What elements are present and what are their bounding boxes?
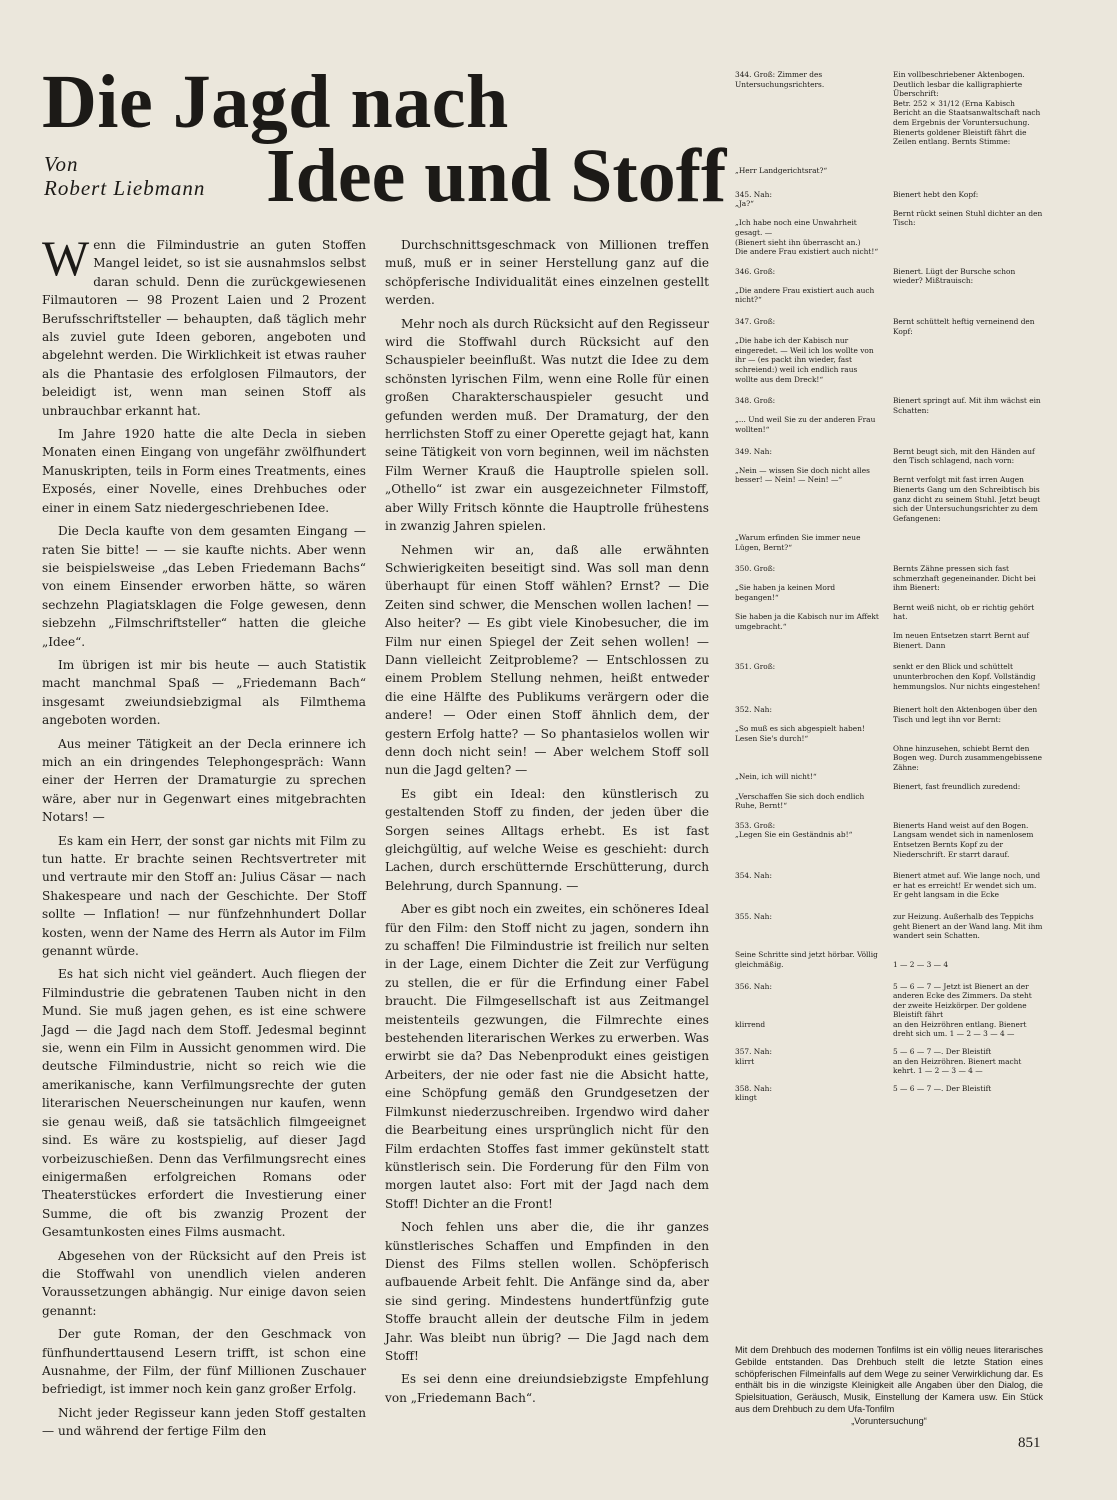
- paragraph-text: enn die Filmindustrie an guten Stoffen Mangel leidet, so ist sie ausnahmslos selbst daran schuld. Denn die zurückgewiesenen Filmautoren — 98 Prozent Laien und 2 Prozent Berufsschriftsteller — behaupten, daß täglich mehr als zuviel gute Ideen geboren, angeboten und abgelehnt werden. Die Wirklichkeit ist etwas rauher als die Phantasie des erfolglosen Filmautors, der beleidigt ist, wenn man seinen Stoff als unbrauchbar erkannt hat.: [42, 238, 366, 418]
- shot-action-text: Bernt schüttelt heftig verneinend den Kopf:: [893, 317, 1037, 336]
- shot-direction: [735, 70, 879, 176]
- shot-direction: [735, 190, 879, 257]
- screenplay-shot: [735, 70, 1043, 176]
- screenplay-shot: [735, 662, 1043, 691]
- article-column-2: [385, 236, 709, 1451]
- paragraph: Aus meiner Tätigkeit an der Decla erinnere ich mich an ein dringendes Telephongespräch: Wann einer der Herren der Dramaturgie zu sprechen wäre, aber nur in Gegenwart eines mitgebrachten Notars! —: [42, 736, 366, 825]
- shot-action: [893, 564, 1043, 650]
- shot-action-text: senkt er den Blick und schüttelt ununterbrochen den Kopf. Vollständig hemmungslos. Nur nichts eingestehen!: [893, 662, 1041, 691]
- screenplay-shot: [735, 190, 1043, 257]
- paragraph: Aber es gibt noch ein zweites, ein schöneres Ideal für den Film: den Stoff nicht zu jagen, sondern ihn zu schaffen! Die Filmindustrie ist freilich nur selten in der Lage, einem Dichter die Zeit zur Verfügung zu stellen, die er für die Erfindung einer Fabel braucht. Die Filmgesellschaft ist aus Zeitmangel meistenteils gezwungen, die Filmrechte eines bestehenden literarischen Werkes zu erwerben. Was erwirbt sie da? Das Nebenprodukt eines geistigen Arbeiters, der nie oder fast nie die Absicht hatte, eine Schöpfung gemäß den Grundgesetzen der Filmkunst niederzuschreiben. Irgendwo wird daher die Bearbeitung eines ursprünglich nicht für den Film erdachten Stoffes fast immer gekünstelt statt künstlerisch sein. Die Forderung für den Film von morgen lautet also: Fort mit der Jagd nach dem Stoff! Dichter an die Front!: [385, 902, 709, 1211]
- shot-direction-text: 348. Groß: „... Und weil Sie zu der anderen Frau wollten!“: [735, 396, 876, 434]
- caption-text: Mit dem Drehbuch des modernen Tonfilms ist ein völlig neues literarisches Gebilde entstanden. Das Drehbuch stellt die letzte Station eines schöpferischen Filmeinfalls auf dem Wege zu seiner Verwirklichung dar. Es enthält bis in die winzigste Kleinigkeit alle Angaben über den Dialog, die Spielsituation, Geräusch, Musik, Einstellung der Kamera usw. Ein Stück aus dem Drehbuch zu dem Ufa-Tonfilm: [735, 1345, 1043, 1414]
- shot-action: [893, 912, 1043, 970]
- shot-action: [893, 1084, 1043, 1103]
- screenplay-shot: [735, 1047, 1043, 1076]
- shot-action-text: Bernts Zähne pressen sich fast schmerzhaft gegeneinander. Dicht bei ihm Bienert: Bernt weiß nicht, ob er richtig gehört hat. Im neuen Entsetzen starrt Bernt auf Bienert. Dann: [893, 564, 1036, 650]
- byline-author: Robert Liebmann: [44, 176, 206, 200]
- shot-action-text: Bernt beugt sich, mit den Händen auf den Tisch schlagend, nach vorn: Bernt verfolgt mit fast irren Augen Bienerts Gang um den Schreibtisch bis ganz dicht zu seinem Stuhl. Jetzt beugt sich der Untersuchungsrichter zu dem Gefangenen:: [893, 446, 1041, 523]
- shot-action: [893, 662, 1043, 691]
- shot-action-text: 5 — 6 — 7 — Jetzt ist Bienert an der anderen Ecke des Zimmers. Da steht der zweite Heizkörper. Der goldene Bleistift fährt an den Heizröhren entlang. Bienert dreht sich um. 1 — 2 — 3 — 4 —: [893, 981, 1032, 1039]
- shot-action: [893, 1047, 1043, 1076]
- shot-direction-text: 344. Groß: Zimmer des Untersuchungsrichters. „Herr Landgerichtsrat?“: [735, 70, 828, 175]
- paragraph: Nehmen wir an, daß alle erwähnten Schwierigkeiten beseitigt sind. Was soll man denn überhaupt für einen Stoff wählen? Ernst? — Die Zeiten sind schwer, die Menschen wollen lachen! — Also heiter? — Es gibt viele Kinobesucher, die im Film nur einen Spiegel der Zeit sehen wollen! — Dann vielleicht Zeitprobleme? — Entschlossen zu einem Problem Stellung nehmen, heißt entweder die eine Hälfte des Publikums verärgern oder die andere! — Oder einen Stoff ähnlich dem, der gestern Erfolg hatte? — So phantasielos wollen wir denn doch nicht sein! — Aber welchem Stoff soll nun die Jagd gelten? —: [385, 542, 709, 778]
- paragraph: Durchschnittsgeschmack von Millionen treffen muß, muß er in seiner Herstellung ganz auf die schöpferische Individualität eines einzelnen gestellt werden.: [385, 238, 709, 308]
- shot-action-text: 5 — 6 — 7 —. Der Bleistift: [893, 1083, 992, 1093]
- screenplay-shot: [735, 871, 1043, 900]
- shot-direction-text: 345. Nah: „Ja?“ „Ich habe noch eine Unwahrheit gesagt. — (Bienert sieht ihn überrascht an.) Die andere Frau existiert auch nicht!“: [735, 189, 879, 257]
- byline-von: Von: [44, 152, 79, 176]
- screenplay-shot: [735, 912, 1043, 970]
- screenplay-shot: [735, 267, 1043, 305]
- shot-action: [893, 267, 1043, 305]
- paragraph: Es gibt ein Ideal: den künstlerisch zu gestaltenden Stoff zu finden, der jeden über die Sorgen seines Alltags erhebt. Es ist fast gleichgültig, auf welche Weise es geschieht: durch Lachen, durch erschütternde Erschütterung, durch Belehrung, durch Spannung. —: [385, 786, 709, 893]
- shot-direction-text: 354. Nah:: [735, 871, 772, 881]
- shot-direction: [735, 662, 879, 691]
- shot-direction: [735, 705, 879, 811]
- shot-direction: [735, 564, 879, 650]
- shot-direction: [735, 982, 879, 1040]
- shot-action-text: Bienert hebt den Kopf: Bernt rückt seinen Stuhl dichter an den Tisch:: [893, 189, 1043, 228]
- paragraph: Abgesehen von der Rücksicht auf den Preis ist die Stoffwahl von unendlich vielen anderen Voraussetzungen abhängig. Nur einige davon seien genannt:: [42, 1248, 366, 1318]
- shot-action: [893, 982, 1043, 1040]
- shot-action: [893, 871, 1043, 900]
- shot-direction-text: 353. Groß: „Legen Sie ein Geständnis ab!“: [735, 820, 853, 840]
- shot-action-text: Ein vollbeschriebener Aktenbogen. Deutlich lesbar die kalligraphierte Überschrift: Betr. 252 × 31/12 (Erna Kabisch Bericht an die Staatsanwaltschaft nach dem Ergebnis der Voruntersuchung. Bienerts goldener Bleistift fährt die Zeilen entlang. Bernts Stimme:: [893, 70, 1041, 147]
- screenplay-shot: [735, 1084, 1043, 1103]
- article-title-line2: Idee und Stoff: [266, 134, 727, 218]
- shot-direction-text: 358. Nah: klingt: [735, 1083, 772, 1103]
- shot-direction-text: 346. Groß: „Die andere Frau existiert auch auch nicht?“: [735, 266, 875, 305]
- shot-direction-text: 350. Groß: „Sie haben ja keinen Mord begangen!“ Sie haben ja die Kabisch nur im Affekt umgebracht.“: [735, 564, 879, 631]
- paragraph: Mehr noch als durch Rücksicht auf den Regisseur wird die Stoffwahl durch Rücksicht auf den Schauspieler beeinflußt. Was nutzt die Idee zu dem schönsten lyrischen Film, wenn eine Rolle für einen großen Charakterschauspieler gesucht und gefunden werden muß. Der Dramaturg, der den herrlichsten Stoff zu einer Operette gejagt hat, kann seine Tätigkeit von vorn beginnen, weil im nächsten Film Werner Krauß die Hauptrolle spielen soll. „Othello“ ist zwar ein ausgezeichneter Filmstoff, aber Willy Fritsch könnte die Hauptrolle frühestens in zwanzig Jahren spielen.: [385, 316, 709, 534]
- shot-direction: [735, 317, 879, 384]
- paragraph: Nicht jeder Regisseur kann jeden Stoff gestalten — und während der fertige Film den: [42, 1405, 366, 1439]
- paragraph: Im Jahre 1920 hatte die alte Decla in sieben Monaten einen Eingang von ungefähr zwölfhundert Manuskripten, teils in Form eines Treatments, eines Exposés, einer Novelle, eines Drehbuches oder einer in einem Satz niedergeschriebenen Idee.: [42, 427, 366, 515]
- shot-direction: [735, 1084, 879, 1103]
- article-column-1: [42, 230, 366, 1451]
- shot-direction-text: 347. Groß: „Die habe ich der Kabisch nur eingeredet. — Weil ich los wollte von ihr — (es packt ihn wieder, fast schreiend:) weil ich endlich raus wollte aus dem Dreck!“: [735, 317, 874, 384]
- shot-direction-text: 356. Nah: klirrend: [735, 981, 772, 1029]
- shot-action: [893, 705, 1043, 811]
- shot-action: [893, 190, 1043, 257]
- screenplay-shot: [735, 317, 1043, 384]
- page-number: 851: [1018, 1435, 1041, 1451]
- paragraph: [42, 230, 366, 420]
- shot-action: [893, 396, 1043, 434]
- shot-action-text: Bienerts Hand weist auf den Bogen. Langsam wendet sich in namenlosem Entsetzen Bernts Kopf zu der Niederschrift. Er starrt darauf.: [893, 820, 1036, 859]
- shot-direction-text: 349. Nah: „Nein — wissen Sie doch nicht alles besser! — Nein! — Nein! —“ „Warum erfinden Sie immer neue Lügen, Bernt?“: [735, 446, 870, 552]
- paragraph: Die Decla kaufte von dem gesamten Eingang — raten Sie bitte! — — sie kaufte nichts. Aber wenn sie beispielsweise „das Leben Friedemann Bachs“ von einem Einsender erworben hätte, so wären sechzehn Plagiatsklagen die Folge gewesen, denn siebzehn „Filmschriftsteller“ hatten die gleiche „Idee“.: [42, 524, 366, 649]
- shot-direction-text: 352. Nah: „So muß es sich abgespielt haben! Lesen Sie's durch!“ „Nein, ich will nicht!“ „Verschaffen Sie sich doch endlich Ruhe, Bernt!“: [735, 705, 865, 811]
- paragraph: Der gute Roman, der den Geschmack von fünfhunderttausend Lesern trifft, ist schon eine Ausnahme, der Film, der fünf Millionen Zuschauer befriedigt, ist immer noch kein ganz großer Erfolg.: [42, 1327, 366, 1397]
- shot-direction: [735, 912, 879, 970]
- screenplay-shot: [735, 447, 1043, 553]
- caption-film-title: „Voruntersuchung“: [851, 1415, 927, 1426]
- screenplay-caption: [735, 1345, 1043, 1428]
- screenplay-shot: [735, 821, 1043, 859]
- paragraph: Im übrigen ist mir bis heute — auch Statistik macht manchmal Spaß — „Friedemann Bach“ insgesamt zweiundsiebzigmal als Filmthema angeboten worden.: [42, 657, 366, 728]
- shot-direction: [735, 821, 879, 859]
- shot-action-text: Bienert springt auf. Mit ihm wächst ein Schatten:: [893, 396, 1044, 415]
- shot-direction-text: 351. Groß:: [735, 662, 776, 672]
- shot-action-text: zur Heizung. Außerhalb des Teppichs geht Bienert an der Wand lang. Mit ihm wandert sein Schatten. 1 — 2 — 3 — 4: [893, 911, 1043, 969]
- screenplay-shot: [735, 705, 1043, 811]
- screenplay-shot: [735, 564, 1043, 650]
- screenplay-shot: [735, 982, 1043, 1040]
- shot-action-text: Bienert. Lügt der Bursche schon wieder? Mißtrauisch:: [893, 266, 1018, 286]
- shot-direction-text: 357. Nah: klirrt: [735, 1047, 772, 1066]
- shot-action-text: Bienert atmet auf. Wie lange noch, und er hat es erreicht! Er wendet sich um. Er geht langsam in die Ecke: [893, 871, 1043, 900]
- article-title-line1: Die Jagd nach: [42, 60, 509, 144]
- paragraph: Noch fehlen uns aber die, die ihr ganzes künstlerisches Schaffen und Empfinden in den Dienst des Films stellen wollen. Schöpferisch aufbauende Arbeit fehlt. Die Anfänge sind da, aber sie sind gering. Mindestens hundertfünfzig gute Stoffe braucht allein der deutsche Film in jedem Jahr. Was bleibt nun übrig? — Die Jagd nach dem Stoff!: [385, 1220, 709, 1363]
- screenplay-shot: [735, 396, 1043, 434]
- shot-direction: [735, 267, 879, 305]
- shot-action: [893, 821, 1043, 859]
- shot-action-text: 5 — 6 — 7 —. Der Bleistift an den Heizröhren. Bienert macht kehrt. 1 — 2 — 3 — 4 —: [893, 1047, 1022, 1076]
- shot-direction: [735, 871, 879, 900]
- shot-direction: [735, 396, 879, 434]
- shot-action: [893, 447, 1043, 553]
- shot-direction-text: 355. Nah: Seine Schritte sind jetzt hörbar. Völlig gleichmäßig.: [735, 911, 878, 969]
- shot-action: [893, 317, 1043, 384]
- paragraph: Es hat sich nicht viel geändert. Auch fliegen der Filmindustrie die gebratenen Tauben nicht in den Mund. Sie muß jagen gehen, es ist eine schwere Jagd — die Jagd nach dem Stoff. Jedesmal beginnt sie, wenn ein Film in Aussicht genommen wird. Die deutsche Filmindustrie, nicht so reich wie die amerikanische, kann Verfilmungsrechte der guten literarischen Neuerscheinungen nur kaufen, wenn sie genau weiß, daß sie tatsächlich filmgeeignet sind. Es wäre zu kostspielig, auf dieser Jagd vorbeizuschießen. Denn das Verfilmungsrecht eines einigermaßen erfolgreichen Romans oder Theaterstückes erfordert die Investierung einer Summe, die oft bis zwanzig Prozent der Gesamtunkosten eines Films ausmacht.: [42, 967, 366, 1240]
- paragraph: Es sei denn eine dreiundsiebzigste Empfehlung von „Friedemann Bach“.: [385, 1372, 709, 1405]
- byline: [44, 152, 205, 200]
- shot-direction: [735, 1047, 879, 1076]
- screenplay-excerpt: [735, 70, 1043, 1332]
- shot-action-text: Bienert holt den Aktenbogen über den Tisch und legt ihn vor Bernt: Ohne hinzusehen, schiebt Bernt den Bogen weg. Durch zusammengebissene Zähne: Bienert, fast freundlich zuredend:: [893, 705, 1042, 791]
- drop-cap: W: [42, 230, 90, 286]
- shot-action: [893, 70, 1043, 176]
- shot-direction: [735, 447, 879, 553]
- paragraph: Es kam ein Herr, der sonst gar nichts mit Film zu tun hatte. Er brachte seinen Rechtsvertreter mit und vertraute mir den Stoff an: Julius Cäsar — nach Shakespeare und nach der Geschichte. Der Stoff sollte — Inflation! — nur fünfzehnhundert Dollar kosten, wenn der Name des Herrn als Autor im Film genannt würde.: [42, 833, 366, 959]
